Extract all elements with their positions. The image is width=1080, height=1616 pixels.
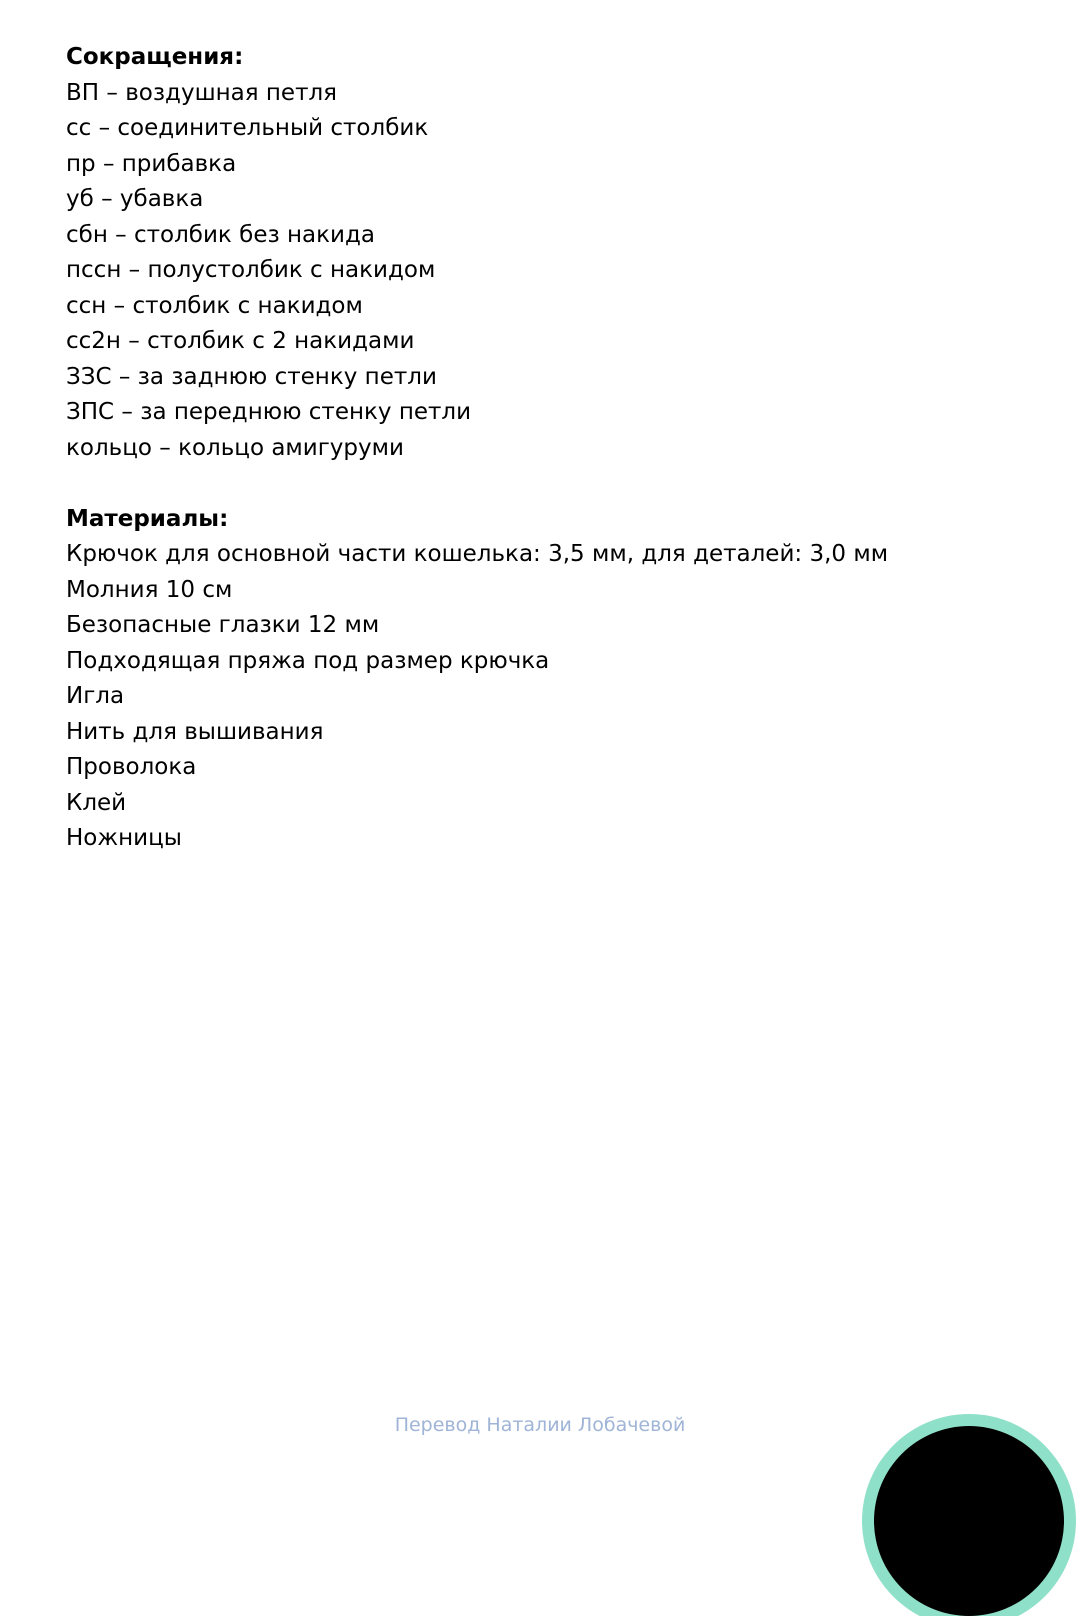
list-item: Подходящая пряжа под размер крючка xyxy=(66,647,550,674)
abbreviations-heading: Сокращения: xyxy=(66,44,244,70)
list-item: Нить для вышивания xyxy=(66,718,324,745)
list-item: ВП – воздушная петля xyxy=(66,79,338,106)
list-item: сс2н – столбик с 2 накидами xyxy=(66,328,415,354)
section-spacer xyxy=(66,466,1026,502)
corner-decoration xyxy=(874,1426,1064,1616)
list-item: сбн – столбик без накида xyxy=(66,221,375,248)
list-item: уб – убавка xyxy=(66,186,204,212)
materials-list xyxy=(66,537,1026,857)
list-item: сс – соединительный столбик xyxy=(66,115,429,141)
abbreviations-list xyxy=(66,76,1026,467)
list-item: Ножницы xyxy=(66,825,182,851)
list-item: Игла xyxy=(66,683,125,709)
document-page xyxy=(66,40,1026,857)
list-item: ЗЗС – за заднюю стенку петли xyxy=(66,363,437,390)
list-item: ЗПС – за переднюю стенку петли xyxy=(66,399,472,425)
list-item: пссн – полустолбик с накидом xyxy=(66,257,436,283)
translator-credit: Перевод Наталии Лобачевой xyxy=(394,1414,686,1436)
materials-heading: Материалы: xyxy=(66,505,229,532)
list-item: пр – прибавка xyxy=(66,150,237,177)
list-item: Крючок для основной части кошелька: 3,5 мм, для деталей: 3,0 мм xyxy=(66,541,889,567)
list-item: кольцо – кольцо амигуруми xyxy=(66,434,404,461)
list-item: Проволока xyxy=(66,754,197,780)
list-item: Клей xyxy=(66,789,127,816)
list-item: Молния 10 см xyxy=(66,576,233,603)
list-item: Безопасные глазки 12 мм xyxy=(66,612,380,638)
list-item: ссн – столбик с накидом xyxy=(66,292,363,319)
